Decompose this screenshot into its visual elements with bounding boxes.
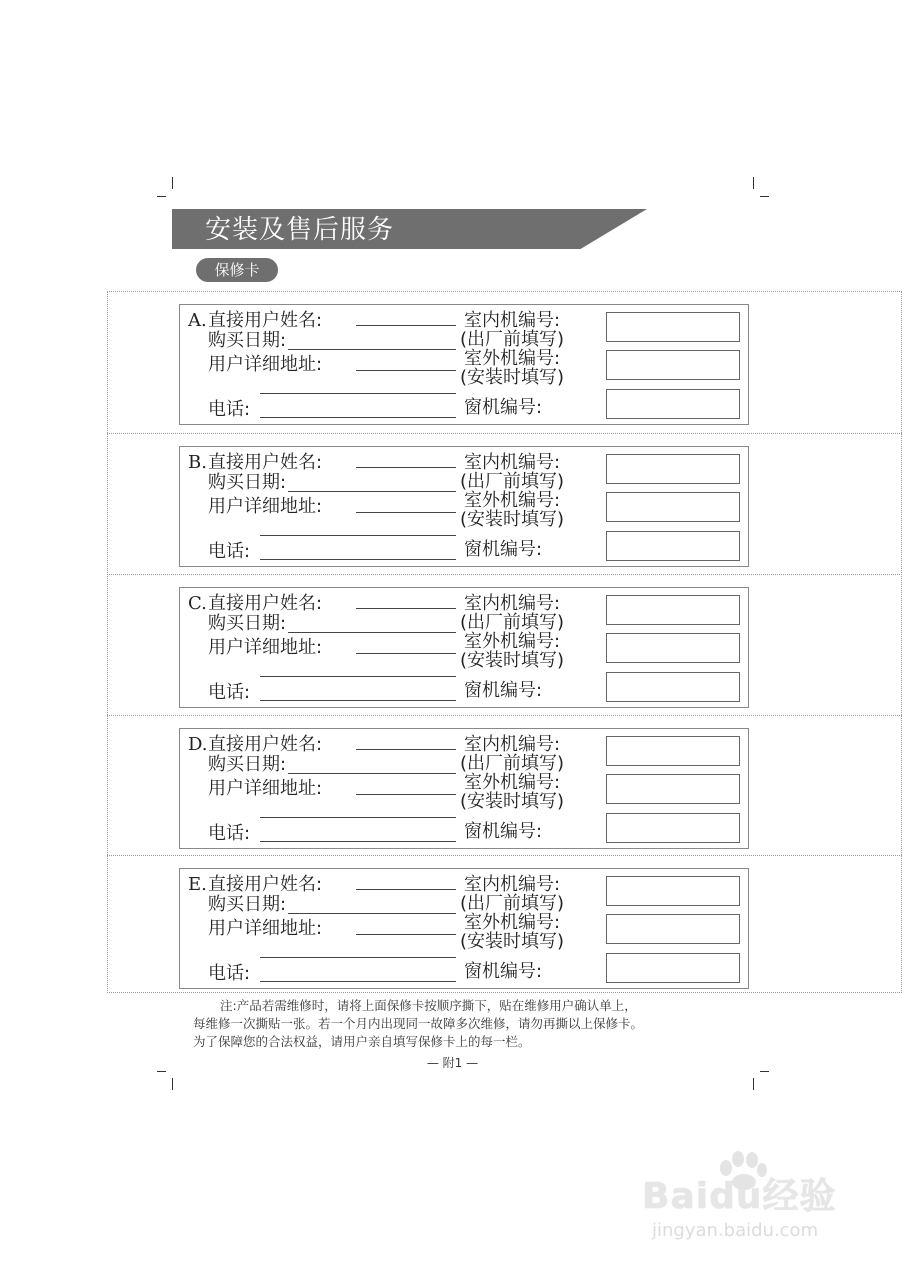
address-field-line-2[interactable] [260,535,456,536]
phone-field[interactable] [260,700,456,701]
warranty-card [179,868,749,989]
indoor-unit-note: (出厂前填写) [460,471,565,492]
address-label: 用户详细地址: [208,778,323,799]
address-field[interactable] [356,370,456,371]
date-label: 购买日期: [208,472,287,493]
phone-field[interactable] [260,981,456,982]
outdoor-unit-number-box[interactable] [606,633,740,663]
date-label: 购买日期: [208,894,287,915]
indoor-unit-note: (出厂前填写) [460,893,565,914]
window-unit-number-box[interactable] [606,531,740,561]
indoor-unit-label: 室内机编号: [464,452,561,473]
window-unit-number-box[interactable] [606,953,740,983]
indoor-unit-number-box[interactable] [606,595,740,625]
name-field[interactable] [356,889,456,890]
address-label: 用户详细地址: [208,637,323,658]
date-field[interactable] [288,913,456,914]
indoor-unit-number-box[interactable] [606,454,740,484]
outdoor-unit-number-box[interactable] [606,774,740,804]
address-field-line-2[interactable] [260,676,456,677]
note-line-3: 为了保障您的合法权益，请用户亲自填写保修卡上的每一栏。 [193,1034,531,1049]
outdoor-unit-label: 室外机编号: [464,772,561,793]
warranty-section [107,855,902,997]
name-field[interactable] [356,467,456,468]
warranty-card [179,728,749,849]
crop-mark [157,1071,166,1072]
name-label: 直接用户姓名: [208,593,323,614]
indoor-unit-note: (出厂前填写) [460,329,565,350]
watermark-url: jingyan.baidu.com [652,1220,819,1241]
date-label: 购买日期: [208,754,287,775]
outdoor-unit-note: (安装时填写) [460,791,565,812]
phone-label: 电话: [208,682,251,703]
card-letter: B. [188,452,207,473]
date-field[interactable] [288,773,456,774]
indoor-unit-label: 室内机编号: [464,874,561,895]
phone-label: 电话: [208,823,251,844]
address-field[interactable] [356,512,456,513]
note-line-2: 每维修一次撕贴一张。若一个月内出现同一故障多次维修，请勿再撕以上保修卡。 [193,1016,644,1031]
address-field-line-2[interactable] [260,393,456,394]
name-field[interactable] [356,749,456,750]
outdoor-unit-label: 室外机编号: [464,912,561,933]
warranty-card [179,304,749,425]
crop-mark [753,177,754,189]
warranty-section [107,715,902,857]
outdoor-unit-number-box[interactable] [606,492,740,522]
warranty-section [107,292,902,433]
outdoor-unit-note: (安装时填写) [460,509,565,530]
watermark-logo: Baidu经验 [642,1176,837,1217]
indoor-unit-note: (出厂前填写) [460,612,565,633]
phone-field[interactable] [260,417,456,418]
date-field[interactable] [288,349,456,350]
date-field[interactable] [288,491,456,492]
crop-mark [172,177,173,189]
indoor-unit-number-box[interactable] [606,312,740,342]
card-letter: A. [188,310,207,331]
outdoor-unit-number-box[interactable] [606,914,740,944]
warranty-card [179,446,749,567]
indoor-unit-number-box[interactable] [606,876,740,906]
name-label: 直接用户姓名: [208,874,323,895]
crop-mark [760,196,769,197]
outdoor-unit-label: 室外机编号: [464,631,561,652]
window-unit-number-box[interactable] [606,813,740,843]
outdoor-unit-note: (安装时填写) [460,367,565,388]
date-label: 购买日期: [208,330,287,351]
warranty-section [107,433,902,575]
card-letter: C. [188,593,207,614]
date-field[interactable] [288,632,456,633]
address-field-line-2[interactable] [260,957,456,958]
address-field[interactable] [356,794,456,795]
phone-field[interactable] [260,559,456,560]
indoor-unit-label: 室内机编号: [464,734,561,755]
date-label: 购买日期: [208,613,287,634]
address-label: 用户详细地址: [208,354,323,375]
window-unit-number-box[interactable] [606,389,740,419]
phone-label: 电话: [208,541,251,562]
card-letter: E. [188,874,207,895]
window-unit-label: 窗机编号: [464,821,543,842]
crop-mark [760,1071,769,1072]
address-field[interactable] [356,653,456,654]
name-label: 直接用户姓名: [208,452,323,473]
page-number: — 附1 — [426,1056,479,1070]
indoor-unit-number-box[interactable] [606,736,740,766]
window-unit-label: 窗机编号: [464,961,543,982]
outdoor-unit-note: (安装时填写) [460,650,565,671]
warranty-card-label: 保修卡 [196,258,278,282]
name-field[interactable] [356,608,456,609]
window-unit-label: 窗机编号: [464,680,543,701]
window-unit-label: 窗机编号: [464,397,543,418]
name-field[interactable] [356,325,456,326]
crop-mark [157,196,166,197]
watermark [642,1150,877,1250]
phone-field[interactable] [260,841,456,842]
note-line-1: 注:产品若需维修时，请将上面保修卡按顺序撕下，贴在维修用户确认单上， [220,998,637,1013]
outdoor-unit-label: 室外机编号: [464,490,561,511]
outdoor-unit-label: 室外机编号: [464,348,561,369]
window-unit-number-box[interactable] [606,672,740,702]
window-unit-label: 窗机编号: [464,539,543,560]
warranty-card [179,587,749,708]
phone-label: 电话: [208,963,251,984]
name-label: 直接用户姓名: [208,310,323,331]
address-field[interactable] [356,934,456,935]
address-label: 用户详细地址: [208,918,323,939]
indoor-unit-note: (出厂前填写) [460,753,565,774]
warranty-section [107,574,902,716]
outdoor-unit-number-box[interactable] [606,350,740,380]
crop-mark [172,1078,173,1090]
phone-label: 电话: [208,399,251,420]
address-label: 用户详细地址: [208,496,323,517]
indoor-unit-label: 室内机编号: [464,593,561,614]
crop-mark [753,1078,754,1090]
page-title: 安装及售后服务 [205,215,395,245]
card-letter: D. [188,734,208,755]
name-label: 直接用户姓名: [208,734,323,755]
indoor-unit-label: 室内机编号: [464,310,561,331]
address-field-line-2[interactable] [260,817,456,818]
outdoor-unit-note: (安装时填写) [460,931,565,952]
